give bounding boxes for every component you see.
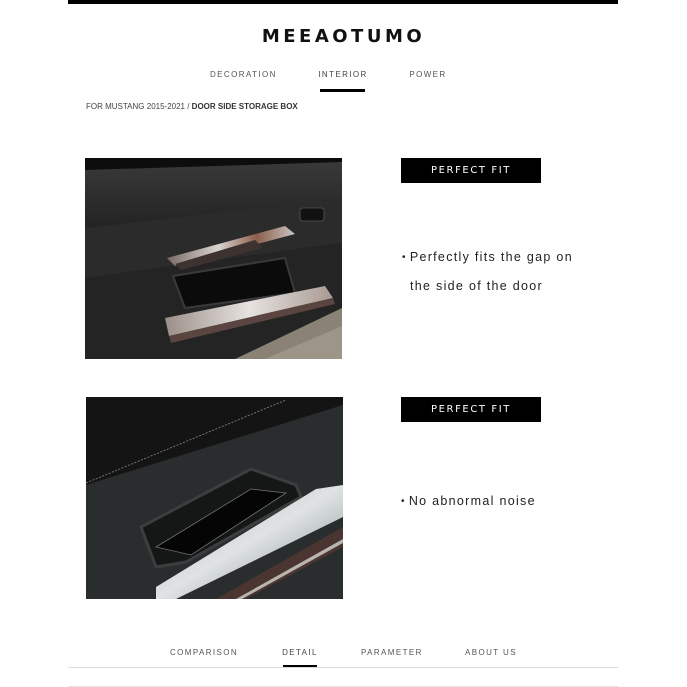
top-bar xyxy=(68,0,618,4)
feature-1-line-1: Perfectly fits the gap on xyxy=(409,250,573,264)
breadcrumb-parent[interactable]: FOR MUSTANG 2015-2021 / xyxy=(86,102,192,111)
bullet-icon: • xyxy=(401,496,406,507)
tab-parameter[interactable]: PARAMETER xyxy=(361,648,423,657)
tab-power[interactable]: POWER xyxy=(409,70,447,79)
breadcrumb-current: DOOR SIDE STORAGE BOX xyxy=(191,102,298,111)
tab-interior[interactable]: INTERIOR xyxy=(318,70,368,79)
brand-logo[interactable]: MEEAOTUMO xyxy=(261,26,426,47)
feature-2-description xyxy=(401,487,536,516)
feature-2-line-1: No abnormal noise xyxy=(408,494,536,508)
tab-about-us[interactable]: ABOUT US xyxy=(465,648,517,657)
section-nav xyxy=(0,648,687,668)
feature-2-label: PERFECT FIT xyxy=(401,397,541,422)
breadcrumb xyxy=(86,102,298,111)
active-tab-indicator xyxy=(320,89,365,92)
tab-detail[interactable]: DETAIL xyxy=(282,648,318,657)
bullet-icon: • xyxy=(402,252,407,263)
product-photo-1 xyxy=(85,158,342,359)
feature-1-description xyxy=(402,243,573,301)
storage-box-closeup-photo xyxy=(86,397,343,599)
tab-comparison[interactable]: COMPARISON xyxy=(170,648,239,657)
product-photo-2 xyxy=(86,397,343,599)
feature-1-line-2: the side of the door xyxy=(410,279,544,293)
category-nav xyxy=(0,70,687,94)
tab-decoration[interactable]: DECORATION xyxy=(210,70,277,79)
feature-1-label: PERFECT FIT xyxy=(401,158,541,183)
divider xyxy=(68,667,618,668)
door-handle-photo xyxy=(85,158,342,359)
